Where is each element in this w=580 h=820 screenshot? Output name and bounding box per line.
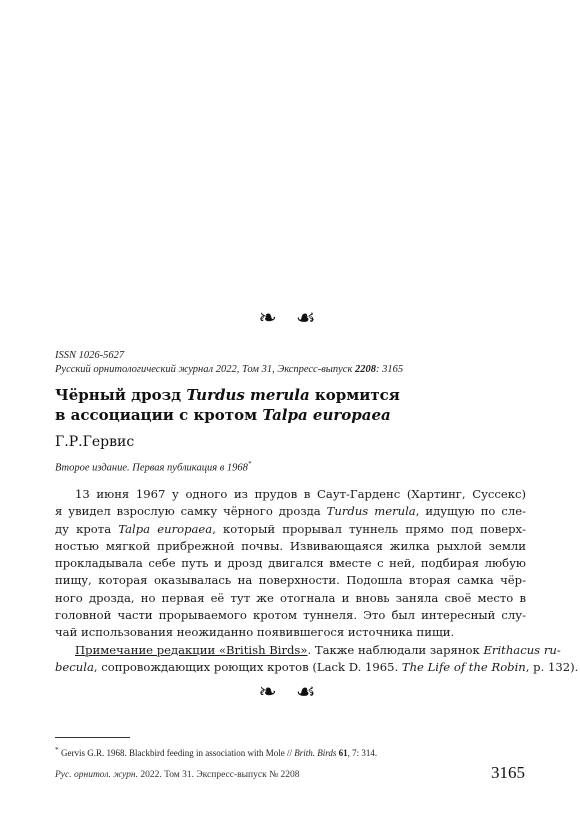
editor-note-label: Примечание редакции «British Birds»	[75, 642, 308, 657]
body-line: ного дрозда, но первая её тут же отогнала и вновь заняла своё место в	[55, 590, 526, 605]
issn: ISSN 1026-5627	[55, 350, 125, 361]
editor-note-line: becula, сопровождающих роющих кротов (Lack D. 1965. The Life of the Robin, p. 132).	[55, 659, 579, 674]
ornament-top: ❧ ☙	[258, 306, 322, 331]
edition-footnote-mark: *	[247, 460, 252, 468]
body-line: чай использования неожиданно появившегося источника пищи.	[55, 625, 455, 640]
body-line: пищу, которая оказывалась на поверхности. Подошла вторая самка чёр-	[55, 573, 526, 588]
footnote: * Gervis G.R. 1968. Blackbird feeding in association with Mole // Brith. Birds 61, 7: 314.	[55, 745, 378, 758]
title-part3: в ассоциации с кротом	[55, 406, 263, 424]
page-number: 3165	[491, 763, 525, 782]
journal-prefix: Русский орнитологический журнал 2022, Том 31, Экспресс-выпуск	[55, 364, 355, 375]
footer-citation: Рус. орнитол. журн. 2022. Том 31. Экспресс-выпуск № 2208	[55, 770, 300, 780]
journal-citation	[55, 364, 525, 375]
title-part1: Чёрный дрозд	[55, 386, 187, 404]
footnote-divider	[55, 737, 130, 738]
article-title	[55, 385, 525, 425]
footnote-journal: Brith. Birds	[294, 748, 337, 758]
title-species2: Talpa europaea	[262, 406, 391, 424]
title-part2: кормится	[309, 386, 400, 404]
article-body	[55, 486, 579, 676]
journal-issue: 2208	[355, 364, 376, 375]
editor-note-line: Примечание редакции «British Birds». Также наблюдали зарянок Erithacus ru-	[75, 642, 561, 657]
ornament-bottom: ❧ ☙	[258, 680, 322, 705]
journal-suffix: : 3165	[376, 364, 404, 375]
body-line: ду крота Talpa europaea, который прорывал туннель прямо под поверх-	[55, 521, 526, 536]
author: Г.Р.Гервис	[55, 434, 135, 450]
edition-text: Второе издание. Первая публикация в 1968	[55, 462, 248, 474]
body-line: я увидел взрослую самку чёрного дрозда Turdus merula, идущую по сле-	[55, 504, 526, 519]
body-line: головной части прорываемого кротом туннеля. Это был интересный слу-	[55, 608, 526, 623]
body-line: прокладывала себе путь и дрозд двигался вместе с ней, подбирая любую	[55, 556, 526, 571]
body-line: ностью мягкой прибрежной почвы. Извивающаяся жилка рыхлой земли	[55, 538, 526, 553]
body-line: 13 июня 1967 у одного из прудов в Саут-Гарденс (Хартинг, Суссекс)	[75, 487, 526, 501]
edition-note	[55, 460, 525, 474]
footnote-mark: *	[55, 745, 59, 754]
title-species1: Turdus merula	[186, 386, 310, 404]
